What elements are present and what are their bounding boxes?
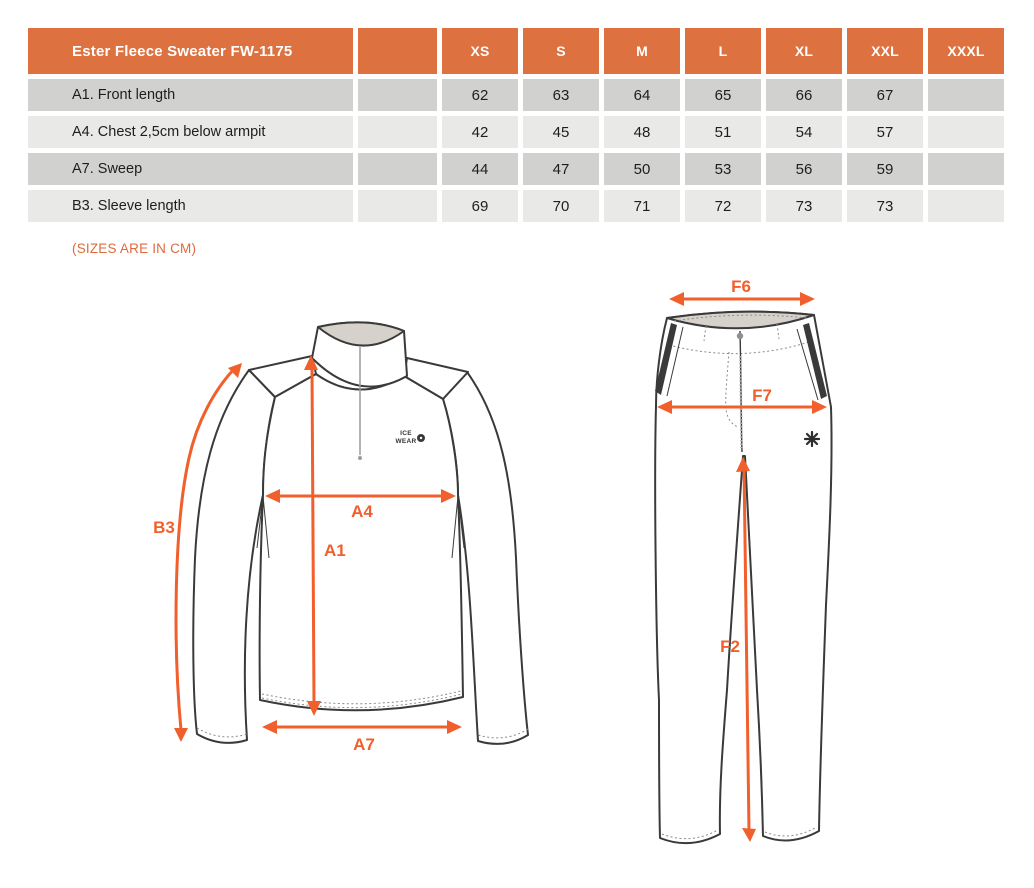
size-value-cell [928, 116, 1004, 148]
size-value-cell: 71 [604, 190, 680, 222]
sweater-a4-label: A4 [351, 502, 373, 521]
size-value-cell: 45 [523, 116, 599, 148]
table-title-cell: Ester Fleece Sweater FW-1175 [28, 28, 353, 74]
sweater-a7-label: A7 [353, 735, 375, 754]
size-value-cell: 48 [604, 116, 680, 148]
size-table [28, 28, 1004, 222]
icewear-logo-line1: ICE [400, 430, 412, 437]
measurement-diagrams [0, 270, 1034, 888]
sweater-a1-label: A1 [324, 541, 346, 560]
row-empty-cell [358, 190, 437, 222]
icewear-logo-line2: WEAR [395, 438, 417, 445]
size-column-header-m: M [604, 28, 680, 74]
sweater-body [260, 374, 463, 710]
size-value-cell: 70 [523, 190, 599, 222]
size-value-cell: 62 [442, 79, 518, 111]
sweater-zipper-pull [358, 456, 362, 460]
pants-button [737, 333, 743, 339]
size-value-cell: 72 [685, 190, 761, 222]
pants-f2-label: F2 [720, 637, 740, 656]
row-label-cell: A4. Chest 2,5cm below armpit [28, 116, 353, 148]
size-value-cell: 54 [766, 116, 842, 148]
size-value-cell: 51 [685, 116, 761, 148]
pants-f7-label: F7 [752, 386, 772, 405]
size-value-cell: 59 [847, 153, 923, 185]
sweater-a7-arrow [262, 720, 462, 754]
size-value-cell: 42 [442, 116, 518, 148]
sizes-note: (SIZES ARE IN CM) [72, 241, 197, 256]
size-value-cell: 73 [847, 190, 923, 222]
row-empty-cell [358, 116, 437, 148]
table-header-empty-cell [358, 28, 437, 74]
size-value-cell: 44 [442, 153, 518, 185]
snowflake-logo-icon [805, 432, 819, 446]
size-column-header-l: L [685, 28, 761, 74]
pants-outline [655, 312, 831, 844]
size-value-cell: 56 [766, 153, 842, 185]
sweater-diagram [153, 322, 528, 754]
size-value-cell [928, 190, 1004, 222]
size-column-header-xl: XL [766, 28, 842, 74]
pants-f6-label: F6 [731, 277, 751, 296]
size-value-cell: 50 [604, 153, 680, 185]
sweater-b3-label: B3 [153, 518, 175, 537]
size-value-cell: 69 [442, 190, 518, 222]
row-label-cell: A7. Sweep [28, 153, 353, 185]
size-value-cell: 63 [523, 79, 599, 111]
row-empty-cell [358, 79, 437, 111]
size-value-cell: 64 [604, 79, 680, 111]
size-value-cell: 73 [766, 190, 842, 222]
size-value-cell: 65 [685, 79, 761, 111]
size-column-header-xs: XS [442, 28, 518, 74]
row-label-cell: B3. Sleeve length [28, 190, 353, 222]
size-value-cell: 67 [847, 79, 923, 111]
pants-diagram [655, 277, 832, 843]
size-value-cell: 47 [523, 153, 599, 185]
size-value-cell: 53 [685, 153, 761, 185]
size-column-header-xxxl: XXXL [928, 28, 1004, 74]
pants-f6-arrow [669, 277, 815, 306]
size-value-cell [928, 79, 1004, 111]
row-empty-cell [358, 153, 437, 185]
size-column-header-xxl: XXL [847, 28, 923, 74]
size-value-cell: 57 [847, 116, 923, 148]
row-label-cell: A1. Front length [28, 79, 353, 111]
size-value-cell: 66 [766, 79, 842, 111]
size-column-header-s: S [523, 28, 599, 74]
size-value-cell [928, 153, 1004, 185]
